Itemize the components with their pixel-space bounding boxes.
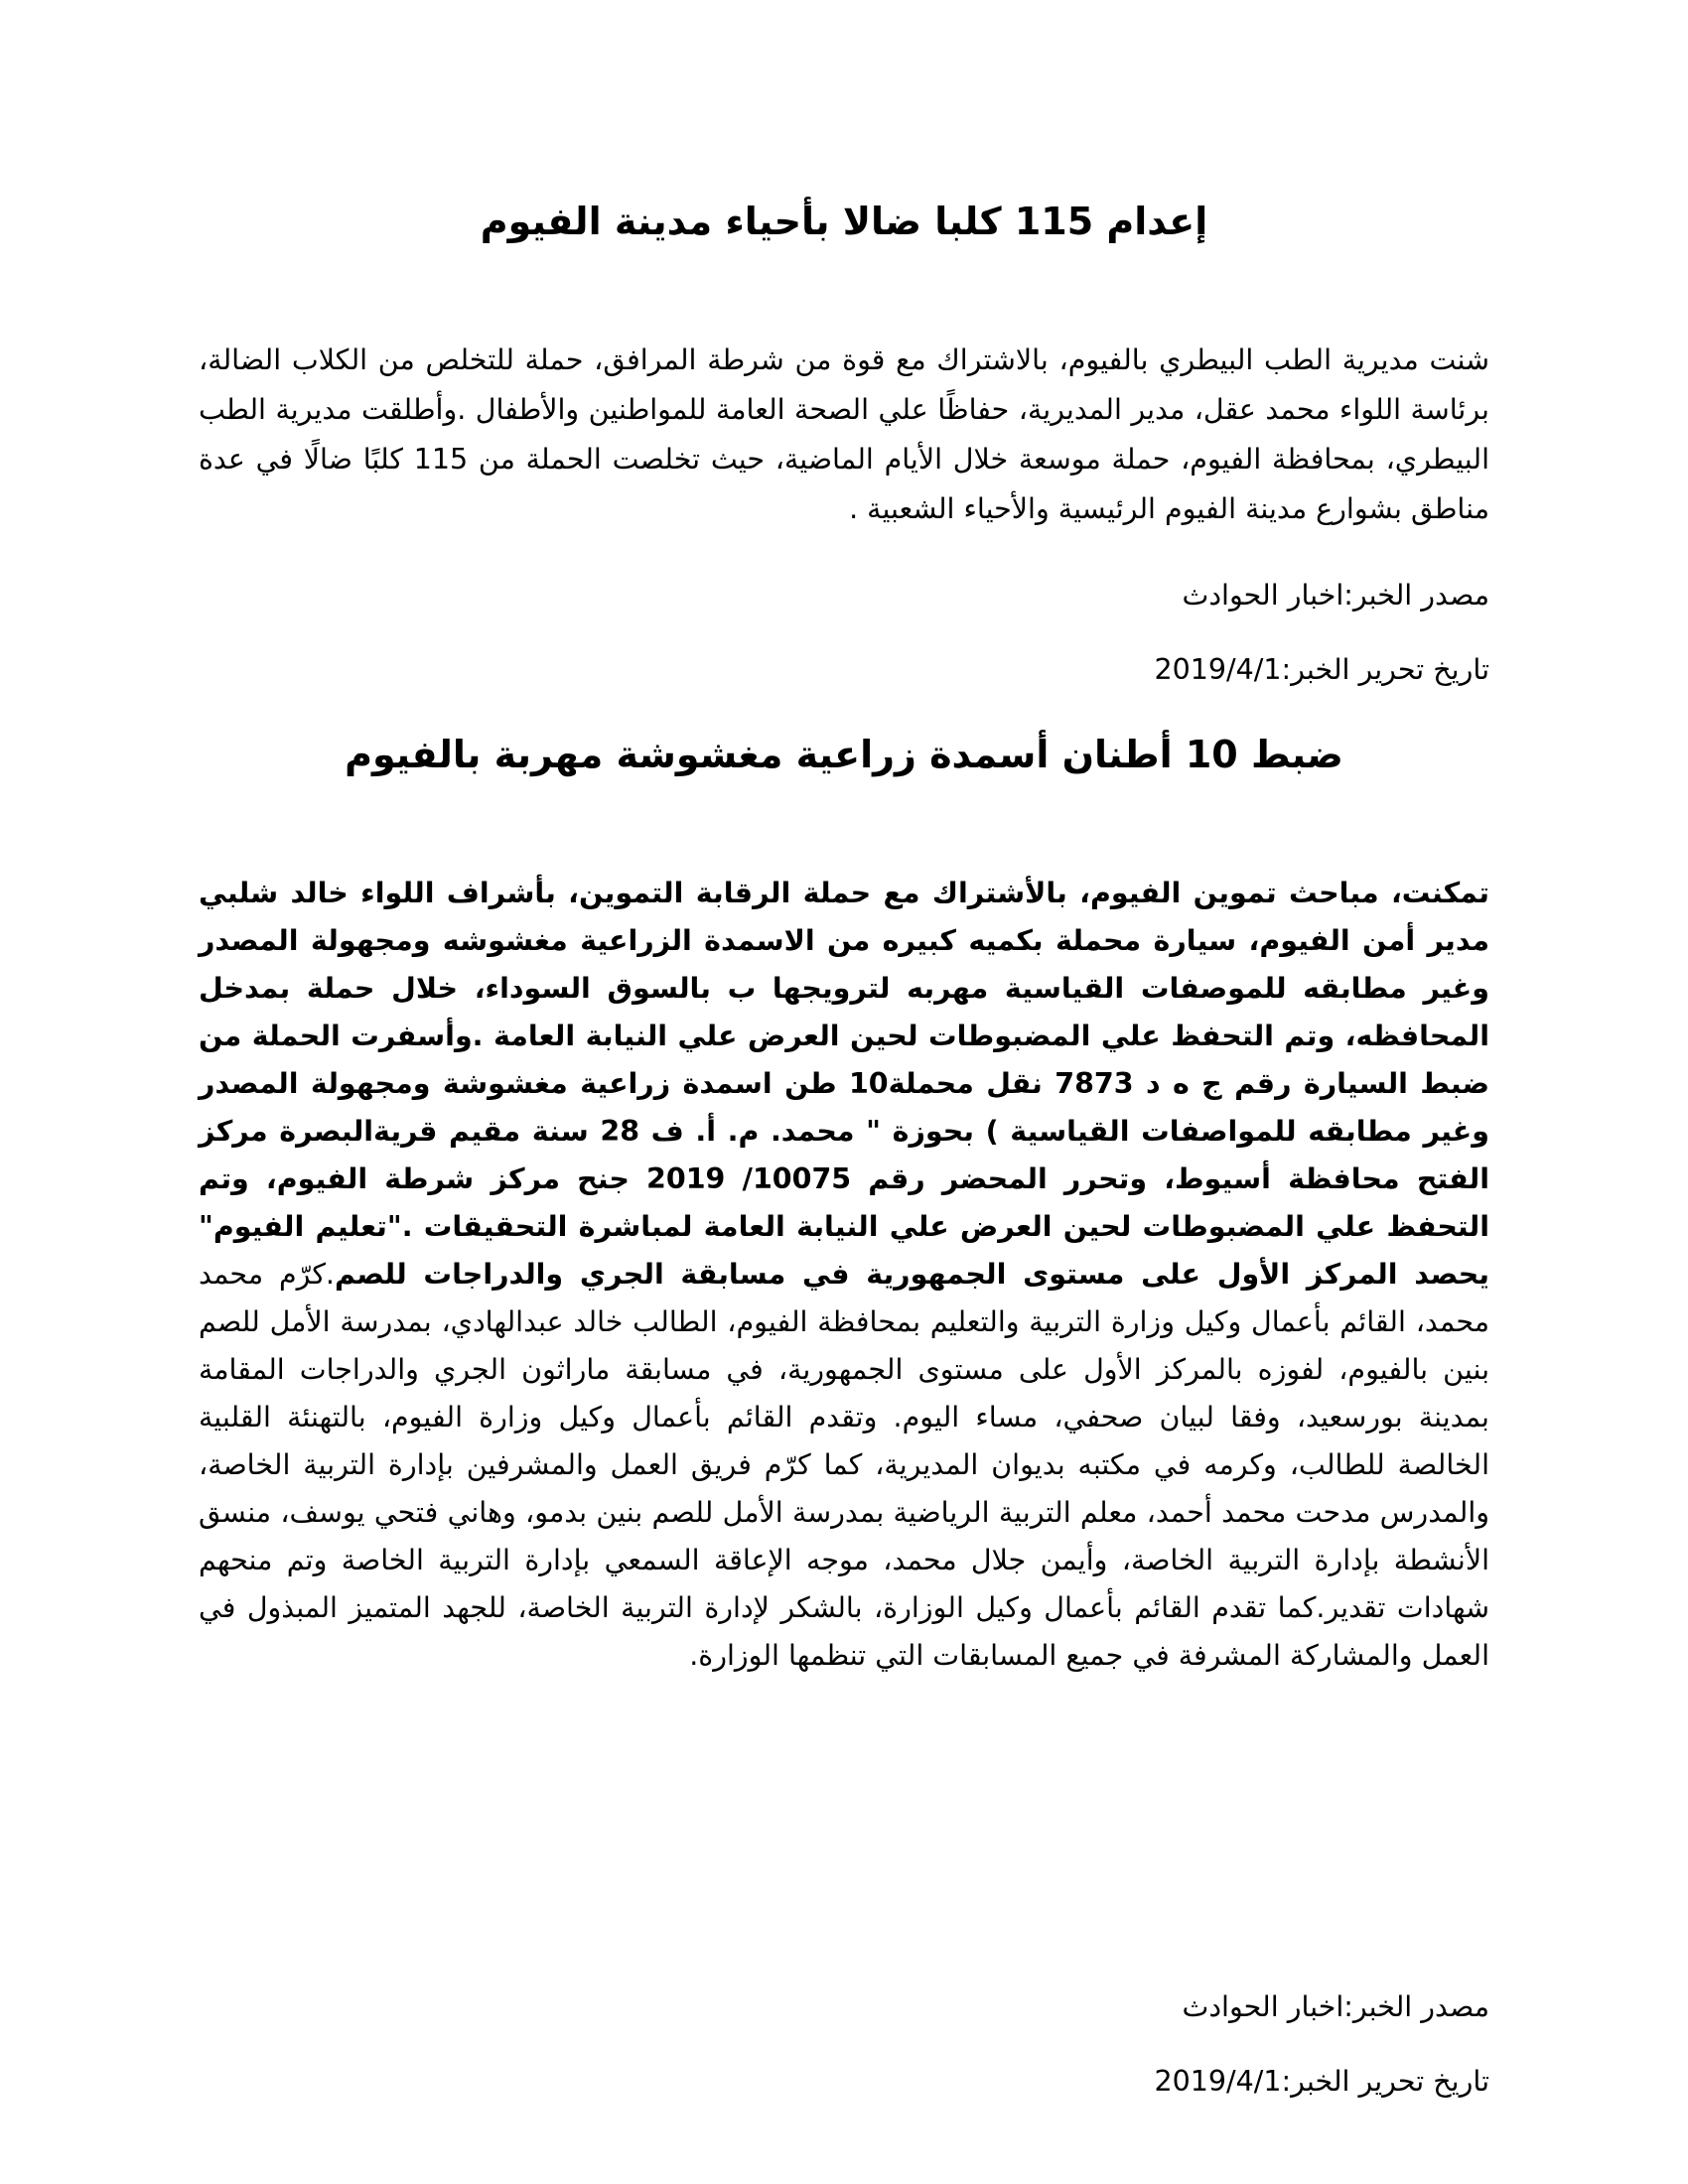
article-1-date: تاريخ تحرير الخبر:2019/4/1: [1154, 653, 1489, 686]
article-1-source: مصدر الخبر:اخبار الحوادث: [1182, 579, 1489, 612]
article-1-title: إعدام 115 كلبا ضالا بأحياء مدينة الفيوم: [480, 200, 1208, 243]
article-2-title: ضبط 10 أطنان أسمدة زراعية مغشوشة مهربة بالفيوم: [345, 733, 1343, 776]
article-2-date: تاريخ تحرير الخبر:2019/4/1: [1154, 2065, 1489, 2098]
article-2-regular-text: .كرّم محمد محمد، القائم بأعمال وكيل وزارة التربية والتعليم بمحافظة الفيوم، الطالب خالد عبدالهادي، بمدرسة الأمل للصم بنين بالفيوم، لفوزه بالمركز الأول على مستوى الجمهورية، في مسابقة ماراثون الجري والدراجات المقامة بمدينة بورسعيد، وفقا لبيان صحفي، مساء اليوم. وتقدم القائم بأعمال وكيل وزارة الفيوم، بالتهنئة القلبية الخالصة للطالب، وكرمه في مكتبه بديوان المديرية، كما كرّم فريق العمل والمشرفين بإدارة التربية الخاصة، والمدرس مدحت محمد أحمد، معلم التربية الرياضية بمدرسة الأمل للصم بنين بدمو، وهاني فتحي يوسف، منسق الأنشطة بإدارة التربية الخاصة، وأيمن جلال محمد، موجه الإعاقة السمعي بإدارة التربية الخاصة وتم منحهم شهادات تقدير.كما تقدم القائم بأعمال وكيل الوزارة، بالشكر لإدارة التربية الخاصة، للجهد المتميز المبذول في العمل والمشاركة المشرفة في جميع المسابقات التي تنظمها الوزارة.: [199, 1258, 1489, 1672]
document-page: [199, 0, 1489, 2184]
article-2-body-bold: [199, 870, 1489, 1680]
article-1-body: شنت مديرية الطب البيطري بالفيوم، بالاشتراك مع قوة من شرطة المرافق، حملة للتخلص من الكلاب الضالة، برئاسة اللواء محمد عقل، مدير المديرية، حفاظًا علي الصحة العامة للمواطنين والأطفال .وأطلقت مديرية الطب البيطري، بمحافظة الفيوم، حملة موسعة خلال الأيام الماضية، حيث تخلصت الحملة من 115 كلبًا ضالًا في عدة مناطق بشوارع مدينة الفيوم الرئيسية والأحياء الشعبية .: [199, 343, 1489, 525]
article-2-bold-text: تمكنت، مباحث تموين الفيوم، بالأشتراك مع حملة الرقابة التموين، بأشراف اللواء خالد شلبي مدير أمن الفيوم، سيارة محملة بكميه كبيره من الاسمدة الزراعية مغشوشه ومجهولة المصدر وغير مطابقه للموصفات القياسية مهربه لترويجها ب بالسوق السوداء، خلال حملة بمدخل المحافظه، وتم التحفظ علي المضبوطات لحين العرض علي النيابة العامة .وأسفرت الحملة من ضبط السيارة رقم ج ه د 7873 نقل محملة10 طن اسمدة زراعية مغشوشة ومجهولة المصدر وغير مطابقه للمواصفات القياسية ) بحوزة " محمد. م. أ. ف 28 سنة مقيم قريةالبصرة مركز الفتح محافظة أسيوط، وتحرر المحضر رقم 10075/ 2019 جنح مركز شرطة الفيوم، وتم التحفظ علي المضبوطات لحين العرض علي النيابة العامة لمباشرة التحقيقات ."تعليم الفيوم" يحصد المركز الأول على مستوى الجمهورية في مسابقة الجري والدراجات للصم: [199, 877, 1489, 1291]
article-2-source: مصدر الخبر:اخبار الحوادث: [1182, 1990, 1489, 2023]
